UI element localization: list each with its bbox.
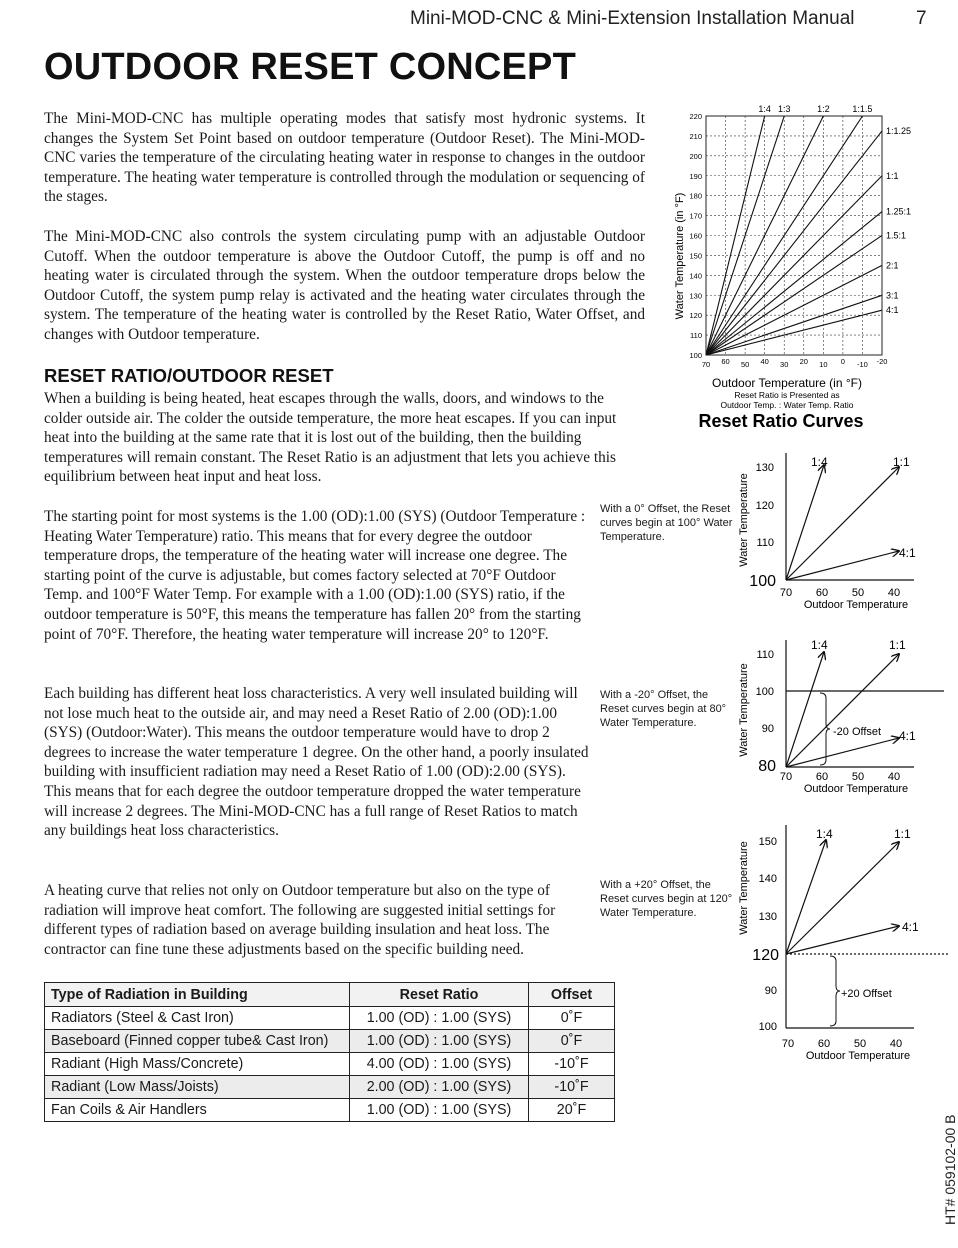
table-row: [45, 1099, 615, 1122]
series-label: 1.5:1: [886, 230, 907, 241]
x-axis-label: Outdoor Temperature: [803, 599, 909, 611]
reset-ratio-chart: [660, 100, 912, 431]
series-line: [706, 212, 882, 355]
heat-loss-paragraph: When a building is being heated, heat escapes through the walls, doors, and windows to the colder outside air. The colder the outside temperature, the more heat escapes. If you can input heat into the building at the same rate that it is lost out of the building, then the building temperatures will remain constant. The Reset Ratio is an adjustment that lets you achieve this equilibrium between heat input and heat loss.: [44, 390, 617, 486]
series-label: 1:4: [816, 827, 833, 841]
series-line-1-4: [786, 652, 824, 767]
radiation-type-cell: Fan Coils & Air Handlers: [45, 1099, 350, 1122]
offset-cell: -10˚F: [529, 1053, 615, 1076]
x-tick-label: 40: [887, 771, 901, 783]
y-tick-label: 130: [689, 291, 702, 301]
series-label: 1:4: [811, 455, 828, 469]
chart-ratio-note-line1: Reset Ratio is Presented as: [734, 390, 840, 400]
y-tick-label: 130: [755, 462, 774, 474]
x-tick-label: 70: [701, 360, 711, 369]
column-header: Offset: [529, 983, 615, 1007]
y-tick-label: 110: [756, 537, 774, 549]
y-tick-label: 90: [761, 723, 774, 735]
y-tick-label: 100: [755, 686, 774, 698]
offset-brace: [830, 956, 840, 1026]
offset-cell: 0˚F: [529, 1007, 615, 1030]
x-tick-label: 40: [760, 357, 769, 366]
series-label: 1:1: [886, 170, 899, 181]
y-tick-label: 150: [689, 251, 702, 261]
offset-note-zero: With a 0° Offset, the Reset curves begin at 100° Water Temperature.: [600, 503, 733, 543]
offset-cell: 20˚F: [529, 1099, 615, 1122]
series-label: 1:2: [817, 104, 830, 114]
table-row: [45, 1053, 615, 1076]
series-line-1-1: [786, 654, 899, 767]
radiation-settings-table: [44, 982, 615, 1122]
series-line-4-1: [786, 738, 899, 767]
reset-ratio-cell: 4.00 (OD) : 1.00 (SYS): [350, 1053, 529, 1076]
y-tick-label: 200: [689, 151, 702, 161]
x-tick-label: 50: [851, 771, 865, 783]
page-title: OUTDOOR RESET CONCEPT: [44, 46, 577, 88]
y-axis-label: Water Temperature: [738, 473, 750, 567]
offset-chart-plus20: [734, 820, 950, 1072]
insulation-paragraph: Each building has different heat loss characteristics. A very well insulated building will not lose much heat to the outside air, and may need a Reset Ratio of 2.00 (OD):1.00 (SYS) (Outdoor:Water). This means the outdoor temperature would have to drop 2 degrees to increase the water temperature 1 degree. On the other hand, a poorly insulated building with insufficient radiation may need a Reset Ratio of 1.00 (OD):2.00 (SYS). This means that for each degree the outdoor temperature dropped the water temperature will increase 2 degrees. The Mini-MOD-CNC has a full range of Reset Ratios to match any buildings heat loss characteristics.: [44, 685, 589, 840]
y-tick-label: 150: [758, 836, 777, 848]
series-line: [706, 116, 784, 355]
table-row: [45, 1076, 615, 1099]
y-axis-label: Water Temperature: [738, 841, 750, 935]
series-label: 4:1: [899, 729, 916, 743]
offset-brace: [820, 693, 830, 765]
y-tick-label: 120: [755, 500, 774, 512]
x-tick-label: -20: [876, 357, 888, 366]
running-header: [0, 6, 950, 36]
x-tick-label: 40: [887, 587, 901, 599]
x-tick-label: 50: [851, 587, 865, 599]
y-tick-label: 180: [689, 191, 702, 201]
series-label: 4:1: [902, 920, 919, 934]
y-tick-label: 160: [689, 231, 702, 241]
x-tick-label: 50: [740, 360, 750, 369]
chart-ratio-note-line2: Outdoor Temp. : Water Temp. Ratio: [720, 400, 854, 410]
x-axis-label: Outdoor Temperature: [805, 1050, 911, 1062]
y-tick-label: 170: [689, 211, 702, 221]
offset-chart-zero: [734, 445, 950, 615]
series-line-1-1: [786, 467, 899, 580]
table-row: [45, 1030, 615, 1053]
x-tick-label: 60: [817, 1038, 831, 1050]
y-tick-label: 120: [752, 947, 779, 964]
reset-ratio-cell: 1.00 (OD) : 1.00 (SYS): [350, 1007, 529, 1030]
series-label: 4:1: [899, 546, 916, 560]
x-tick-label: -10: [857, 360, 868, 369]
heating-curve-paragraph: A heating curve that relies not only on Outdoor temperature but also on the type of radiation will improve heat comfort. The following are suggested initial settings for different types of radiation based on average building insulation and heat loss. The contractor can fine tune these adjustments based on the specific building need.: [44, 882, 556, 958]
y-tick-label: 80: [758, 758, 776, 775]
document-code-text: HT# 059102-00 B: [942, 1114, 958, 1225]
series-label: 4:1: [886, 305, 899, 316]
series-label: 2:1: [886, 260, 899, 271]
offset-label: -20 Offset: [833, 726, 882, 738]
series-label: 1:1: [894, 827, 911, 841]
x-tick-label: 0: [840, 357, 845, 366]
column-header: Type of Radiation in Building: [45, 983, 350, 1007]
y-tick-label: 130: [758, 911, 777, 923]
y-tick-label: 110: [756, 649, 774, 661]
radiation-type-cell: Radiant (High Mass/Concrete): [45, 1053, 350, 1076]
manual-title: Mini-MOD-CNC & Mini-Extension Installation Manual: [410, 8, 855, 29]
reset-ratio-cell: 1.00 (OD) : 1.00 (SYS): [350, 1030, 529, 1053]
series-line: [706, 131, 882, 355]
y-tick-label: 100: [689, 351, 702, 360]
series-line-1-1: [786, 842, 899, 954]
series-label: 3:1: [886, 290, 899, 301]
series-line: [706, 265, 882, 355]
x-tick-label: 70: [779, 587, 793, 599]
series-label: 1:1: [889, 638, 906, 652]
radiation-type-cell: Radiators (Steel & Cast Iron): [45, 1007, 350, 1030]
table-row: [45, 1007, 615, 1030]
series-line: [706, 310, 882, 355]
series-label: 1:1.25: [886, 125, 912, 136]
series-label: 1.25:1: [886, 206, 912, 217]
y-tick-label: 190: [689, 171, 702, 181]
reset-ratio-cell: 1.00 (OD) : 1.00 (SYS): [350, 1099, 529, 1122]
chart-grid: [706, 116, 882, 355]
page-number: 7: [916, 8, 927, 29]
y-tick-label: 90: [764, 985, 777, 997]
offset-label: +20 Offset: [841, 988, 892, 1000]
x-tick-label: 60: [815, 587, 829, 599]
series-line-4-1: [786, 551, 899, 580]
series-line-1-4: [786, 465, 824, 580]
y-tick-label: 100: [749, 573, 776, 590]
section-heading: RESET RATIO/OUTDOOR RESET: [44, 365, 334, 386]
series-line-4-1: [786, 926, 899, 954]
offset-note-minus20: With a -20° Offset, the Reset curves begin at 80° Water Temperature.: [600, 689, 727, 729]
series-label: 1:1.5: [852, 104, 873, 114]
y-tick-label: 220: [689, 112, 702, 121]
x-axis-label: Outdoor Temperature: [803, 783, 909, 795]
chart-x-axis-label: Outdoor Temperature (in °F): [712, 376, 862, 390]
y-axis-label: Water Temperature: [738, 663, 750, 757]
series-label: 1:1: [893, 455, 910, 469]
x-tick-label: 10: [819, 360, 828, 369]
offset-chart-minus20: [734, 632, 950, 802]
x-tick-label: 60: [721, 357, 730, 366]
series-line: [706, 295, 882, 355]
intro-paragraph: The Mini-MOD-CNC has multiple operating modes that satisfy most hydronic systems. It changes the System Set Point based on outdoor temperature (Outdoor Reset). The Mini-MOD-CNC varies the temperature of the circulating heating water in response to changes in the outdoor temperature. The heating water temperature is controlled through the modulation or sequencing of the stages.: [44, 110, 645, 206]
y-tick-label: 110: [690, 331, 702, 341]
x-tick-label: 60: [815, 771, 829, 783]
chart-y-axis-label: Water Temperature (in °F): [674, 192, 686, 320]
column-header: Reset Ratio: [350, 983, 529, 1007]
x-tick-label: 50: [853, 1038, 867, 1050]
starting-point-paragraph: The starting point for most systems is the 1.00 (OD):1.00 (SYS) (Outdoor Temperature : Heating Water Temperature) ratio. This means that for every degree the outdoor temperature drops, the temperature of the heating water will increase one degree. The starting point of the curve is adjustable, but comes factory selected at 70°F Outdoor Temp. and 100°F Water Temp. For example with a 1.00 (OD):1.00 (SYS) ratio, if the outdoor temperature is 50°F, this means the temperature has fallen 20° from the starting point of 70°F. Therefore, the heating water temperature will increase 20° to 120°F.: [44, 508, 586, 643]
y-tick-label: 140: [758, 873, 777, 885]
series-line-1-4: [786, 840, 826, 954]
radiation-type-cell: Baseboard (Finned copper tube& Cast Iron): [45, 1030, 350, 1053]
radiation-type-cell: Radiant (Low Mass/Joists): [45, 1076, 350, 1099]
y-tick-label: 100: [758, 1021, 777, 1033]
x-tick-label: 40: [889, 1038, 903, 1050]
series-line: [706, 176, 882, 355]
offset-cell: 0˚F: [529, 1030, 615, 1053]
x-tick-label: 30: [780, 360, 789, 369]
offset-note-plus20: With a +20° Offset, the Reset curves begin at 120° Water Temperature.: [600, 879, 733, 919]
table-header-row: [45, 983, 615, 1007]
offset-cell: -10˚F: [529, 1076, 615, 1099]
x-tick-label: 20: [799, 357, 808, 366]
y-tick-label: 140: [689, 271, 702, 281]
chart-title: Reset Ratio Curves: [698, 411, 864, 431]
series-label: 1:4: [758, 104, 771, 114]
chart-tick-labels: [689, 112, 887, 369]
series-label: 1:3: [777, 104, 791, 114]
y-tick-label: 120: [689, 311, 702, 321]
x-tick-label: 70: [781, 1038, 795, 1050]
series-label: 1:4: [811, 638, 828, 652]
cutoff-paragraph: The Mini-MOD-CNC also controls the system circulating pump with an adjustable Outdoor Cutoff. When the outdoor temperature is above the Outdoor Cutoff, the pump is off and no heating water is circulated through the system. When the outdoor temperature drops below the Outdoor Cutoff, the system pump relay is activated and the heating water circulates through the system. The temperature of the heating water is controlled by the Reset Ratio, Water Offset, and changes with Outdoor temperature.: [44, 228, 645, 343]
document-code: [926, 1080, 958, 1230]
reset-ratio-cell: 2.00 (OD) : 1.00 (SYS): [350, 1076, 529, 1099]
y-tick-label: 210: [689, 131, 702, 141]
x-tick-label: 70: [779, 771, 793, 783]
